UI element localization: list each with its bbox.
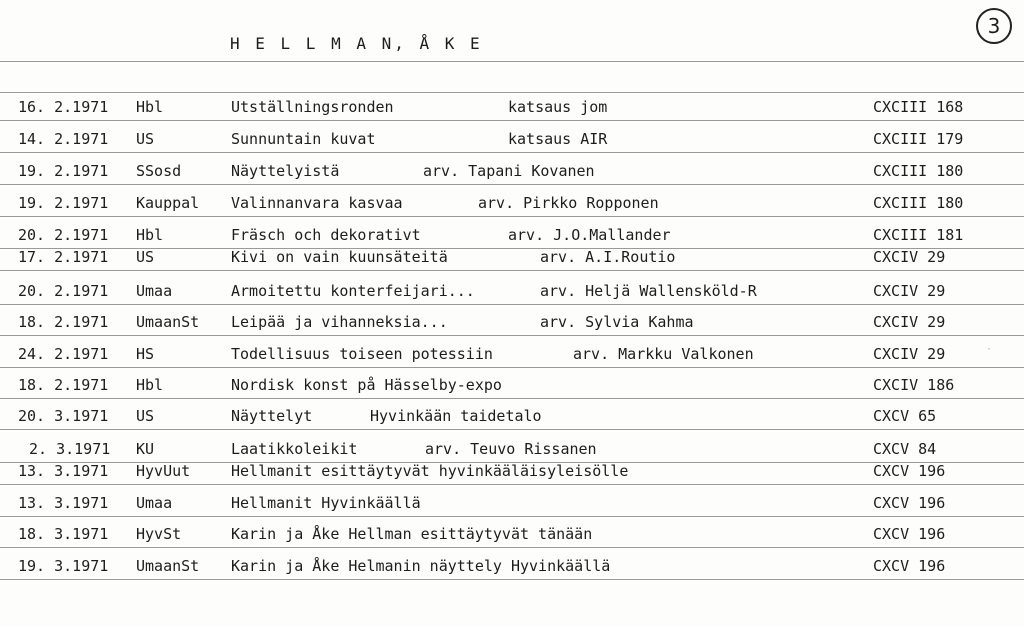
entry-date: 24. 2.1971 [18, 345, 109, 363]
entry-reference: CXCV 196 [873, 525, 946, 543]
entry-source: KU [136, 440, 155, 458]
card-number-circle: 3 [976, 8, 1012, 44]
row-rule [0, 304, 1024, 305]
entry-source: Kauppal [136, 194, 200, 212]
entry-date: 18. 3.1971 [18, 525, 109, 543]
row-rule [0, 152, 1024, 153]
entry-source: Hbl [136, 376, 164, 394]
row-rule [0, 398, 1024, 399]
entry-reference: CXCIV 29 [873, 282, 946, 300]
entry-title: Näyttelyistä [231, 162, 340, 180]
row-rule [0, 429, 1024, 430]
entry-source: US [136, 407, 155, 425]
entry-title: Leipää ja vihanneksia... [231, 313, 448, 331]
entry-note: arv. A.I.Routio [540, 248, 676, 266]
row-rule [0, 335, 1024, 336]
entry-date: 17. 2.1971 [18, 248, 109, 266]
faint-mark: · [986, 344, 993, 355]
entry-title: Fräsch och dekorativt [231, 226, 421, 244]
entry-title: Utställningsronden [231, 98, 394, 116]
entry-note: katsaus jom [508, 98, 608, 116]
entry-note: arv. Sylvia Kahma [540, 313, 694, 331]
entry-source: SSosd [136, 162, 182, 180]
entry-date: 19. 2.1971 [18, 162, 109, 180]
entry-reference: CXCIII 180 [873, 194, 964, 212]
entry-reference: CXCV 84 [873, 440, 937, 458]
entry-source: HS [136, 345, 155, 363]
entry-source: UmaanSt [136, 313, 200, 331]
row-rule [0, 120, 1024, 121]
entry-date: 20. 2.1971 [18, 282, 109, 300]
entry-title: Näyttelyt [231, 407, 313, 425]
entry-source: US [136, 248, 155, 266]
entry-title: Hellmanit Hyvinkäällä [231, 494, 421, 512]
entry-reference: CXCIII 181 [873, 226, 964, 244]
entry-date: 18. 2.1971 [18, 313, 109, 331]
entry-date: 19. 2.1971 [18, 194, 109, 212]
entry-date: 14. 2.1971 [18, 130, 109, 148]
entry-note: arv. Pirkko Ropponen [478, 194, 659, 212]
row-rule [0, 516, 1024, 517]
entry-reference: CXCIII 168 [873, 98, 964, 116]
entry-title: Kivi on vain kuunsäteitä [231, 248, 448, 266]
card-title: H E L L M A N, Å K E [230, 34, 483, 53]
entry-reference: CXCV 196 [873, 494, 946, 512]
entry-reference: CXCV 65 [873, 407, 937, 425]
entry-note: arv. Heljä Wallensköld-R [540, 282, 757, 300]
entry-source: Umaa [136, 282, 173, 300]
entry-title: Hellmanit esittäytyvät hyvinkääläisyleisölle [231, 462, 629, 480]
entry-title: Laatikkoleikit [231, 440, 358, 458]
entry-source: US [136, 130, 155, 148]
entry-reference: CXCIV 29 [873, 313, 946, 331]
entry-date: 20. 3.1971 [18, 407, 109, 425]
entry-reference: CXCIV 29 [873, 248, 946, 266]
entry-note: arv. Markku Valkonen [573, 345, 754, 363]
entry-date: 19. 3.1971 [18, 557, 109, 575]
entry-note: arv. J.O.Mallander [508, 226, 671, 244]
entry-note: arv. Teuvo Rissanen [425, 440, 597, 458]
entry-date: 2. 3.1971 [29, 440, 111, 458]
entry-note: arv. Tapani Kovanen [423, 162, 595, 180]
entry-reference: CXCV 196 [873, 462, 946, 480]
entry-source: UmaanSt [136, 557, 200, 575]
entry-title: Nordisk konst på Hässelby-expo [231, 376, 502, 394]
entry-source: HyvSt [136, 525, 182, 543]
row-rule [0, 579, 1024, 580]
entry-date: 13. 3.1971 [18, 462, 109, 480]
header-rule [0, 61, 1024, 62]
entry-reference: CXCIV 29 [873, 345, 946, 363]
entry-date: 18. 2.1971 [18, 376, 109, 394]
entry-title: Sunnuntain kuvat [231, 130, 376, 148]
entry-note: katsaus AIR [508, 130, 608, 148]
entry-source: Hbl [136, 226, 164, 244]
row-rule [0, 216, 1024, 217]
entry-source: Umaa [136, 494, 173, 512]
entry-date: 16. 2.1971 [18, 98, 109, 116]
row-rule [0, 484, 1024, 485]
entry-title: Valinnanvara kasvaa [231, 194, 403, 212]
entry-reference: CXCIII 180 [873, 162, 964, 180]
row-rule [0, 367, 1024, 368]
entry-note: Hyvinkään taidetalo [370, 407, 542, 425]
entry-title: Todellisuus toiseen potessiin [231, 345, 493, 363]
entry-reference: CXCV 196 [873, 557, 946, 575]
entry-date: 20. 2.1971 [18, 226, 109, 244]
row-rule [0, 270, 1024, 271]
entry-reference: CXCIV 186 [873, 376, 955, 394]
row-rule [0, 547, 1024, 548]
header-rule [0, 92, 1024, 93]
row-rule [0, 184, 1024, 185]
entry-source: HyvUut [136, 462, 191, 480]
entry-title: Karin ja Åke Hellman esittäytyvät tänään [231, 525, 593, 543]
entry-reference: CXCIII 179 [873, 130, 964, 148]
entry-date: 13. 3.1971 [18, 494, 109, 512]
entry-source: Hbl [136, 98, 164, 116]
entry-title: Armoitettu konterfeijari... [231, 282, 475, 300]
entry-title: Karin ja Åke Helmanin näyttely Hyvinkäällä [231, 557, 611, 575]
